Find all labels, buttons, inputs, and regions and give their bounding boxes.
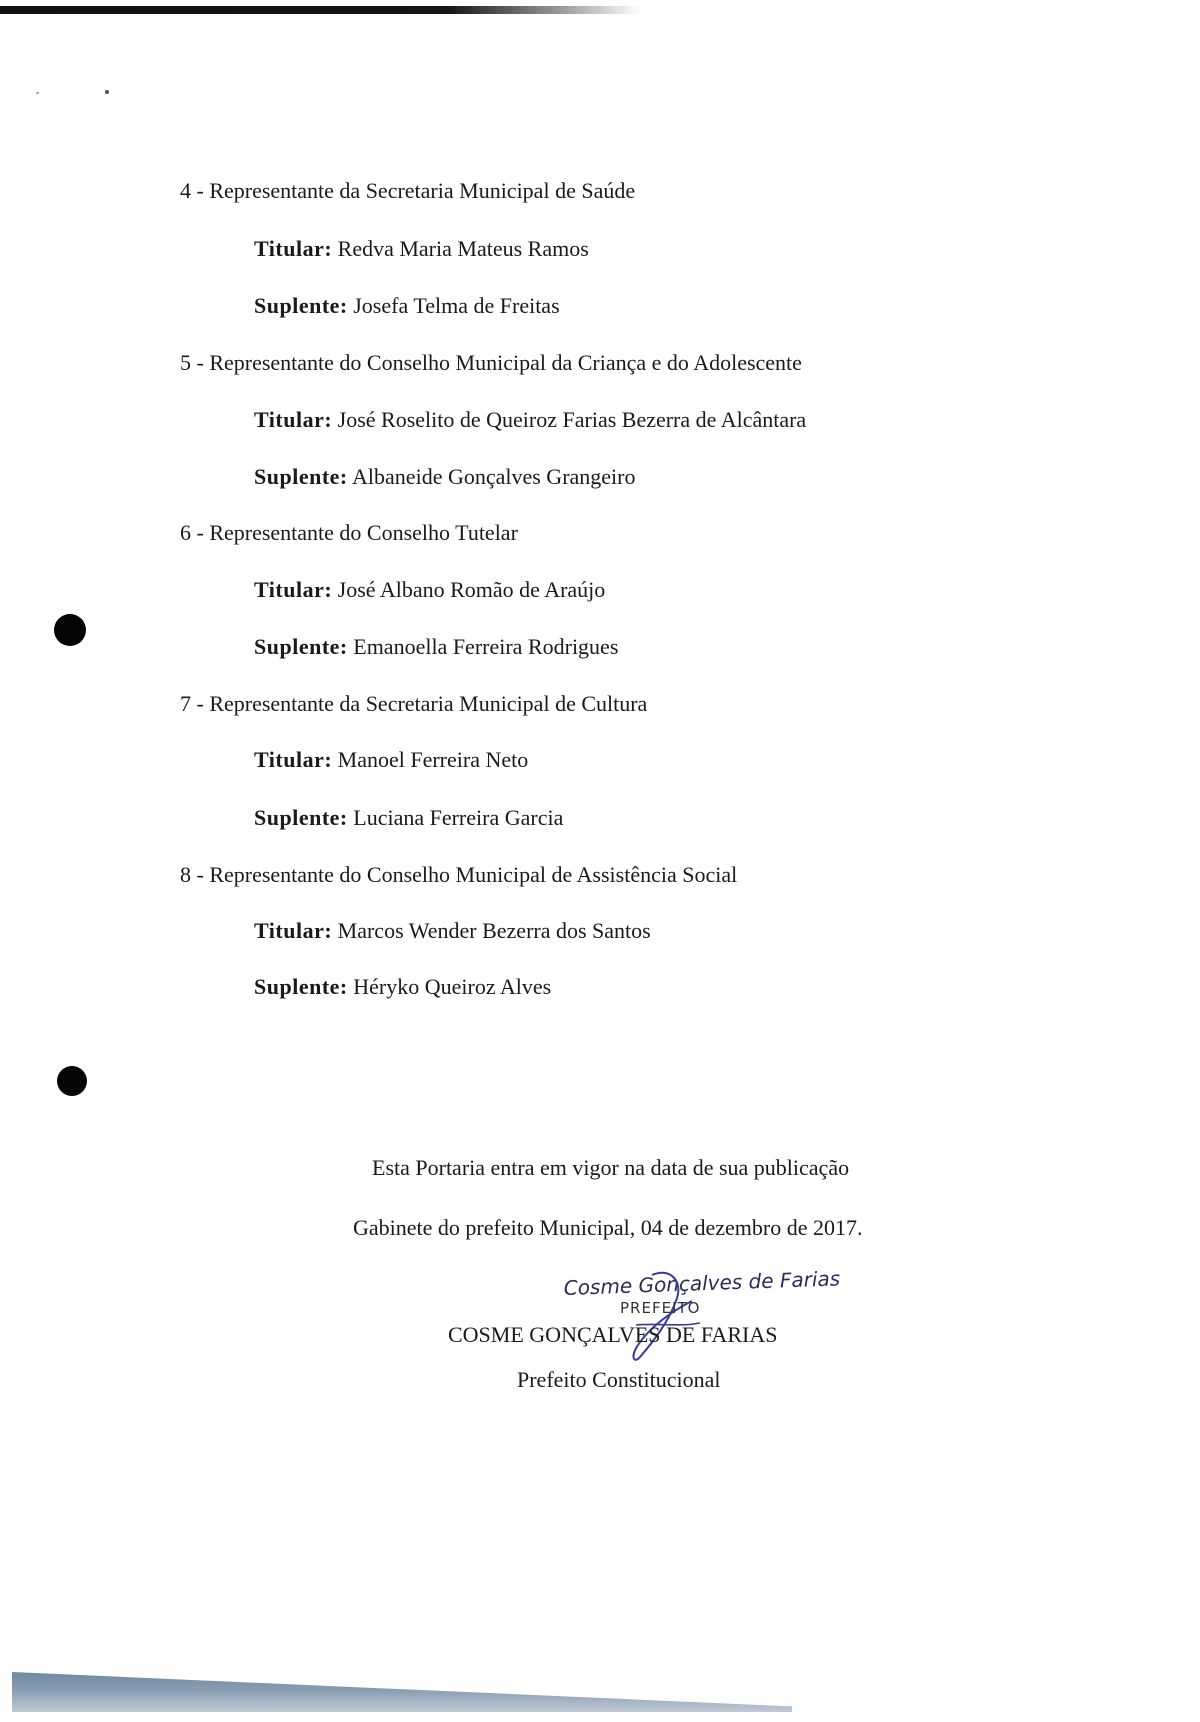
- suplente-label: Suplente:: [254, 805, 348, 830]
- suplente-name: Héryko Queiroz Alves: [353, 974, 552, 999]
- suplente-line: [254, 974, 551, 1000]
- suplente-line: [254, 464, 636, 490]
- svg-text:PREFEITO: PREFEITO: [620, 1299, 701, 1317]
- suplente-label: Suplente:: [254, 634, 348, 659]
- suplente-line: [254, 805, 563, 831]
- suplente-name: Emanoella Ferreira Rodrigues: [353, 634, 619, 659]
- titular-line: [254, 236, 589, 262]
- signatory-title: Prefeito Constitucional: [517, 1367, 721, 1392]
- item-heading: 4 - Representante da Secretaria Municipal de Saúde: [180, 178, 636, 203]
- effective-note: Esta Portaria entra em vigor na data de sua publicação: [372, 1155, 850, 1180]
- suplente-label: Suplente:: [254, 464, 348, 489]
- suplente-line: [254, 293, 560, 319]
- signatory-name: COSME GONÇALVES DE FARIAS: [448, 1322, 778, 1347]
- titular-line: [254, 577, 605, 603]
- titular-label: Titular:: [254, 747, 333, 772]
- item-heading: 8 - Representante do Conselho Municipal de Assistência Social: [180, 862, 738, 887]
- titular-line: [254, 407, 806, 433]
- svg-text:Cosme Gonçalves de Farias: Cosme Gonçalves de Farias: [563, 1266, 841, 1300]
- titular-name: José Roselito de Queiroz Farias Bezerra de Alcântara: [337, 407, 807, 432]
- titular-name: Manoel Ferreira Neto: [337, 747, 529, 772]
- titular-name: José Albano Romão de Araújo: [337, 577, 606, 602]
- titular-line: [254, 747, 528, 773]
- signature-graphic: [560, 1265, 841, 1365]
- handwritten-signature: [560, 1265, 841, 1365]
- titular-line: [254, 918, 651, 944]
- suplente-line: [254, 634, 618, 660]
- titular-label: Titular:: [254, 918, 333, 943]
- suplente-label: Suplente:: [254, 293, 348, 318]
- titular-name: Marcos Wender Bezerra dos Santos: [337, 918, 651, 943]
- place-date: Gabinete do prefeito Municipal, 04 de dezembro de 2017.: [353, 1215, 863, 1240]
- item-heading: 6 - Representante do Conselho Tutelar: [180, 520, 518, 545]
- suplente-label: Suplente:: [254, 974, 348, 999]
- suplente-name: Luciana Ferreira Garcia: [353, 805, 564, 830]
- titular-name: Redva Maria Mateus Ramos: [337, 236, 589, 261]
- titular-label: Titular:: [254, 407, 333, 432]
- item-heading: 7 - Representante da Secretaria Municipal de Cultura: [180, 691, 648, 716]
- item-heading: 5 - Representante do Conselho Municipal da Criança e do Adolescente: [180, 350, 802, 375]
- suplente-name: Josefa Telma de Freitas: [353, 293, 560, 318]
- suplente-name: Albaneide Gonçalves Grangeiro: [352, 464, 636, 489]
- titular-label: Titular:: [254, 236, 333, 261]
- titular-label: Titular:: [254, 577, 333, 602]
